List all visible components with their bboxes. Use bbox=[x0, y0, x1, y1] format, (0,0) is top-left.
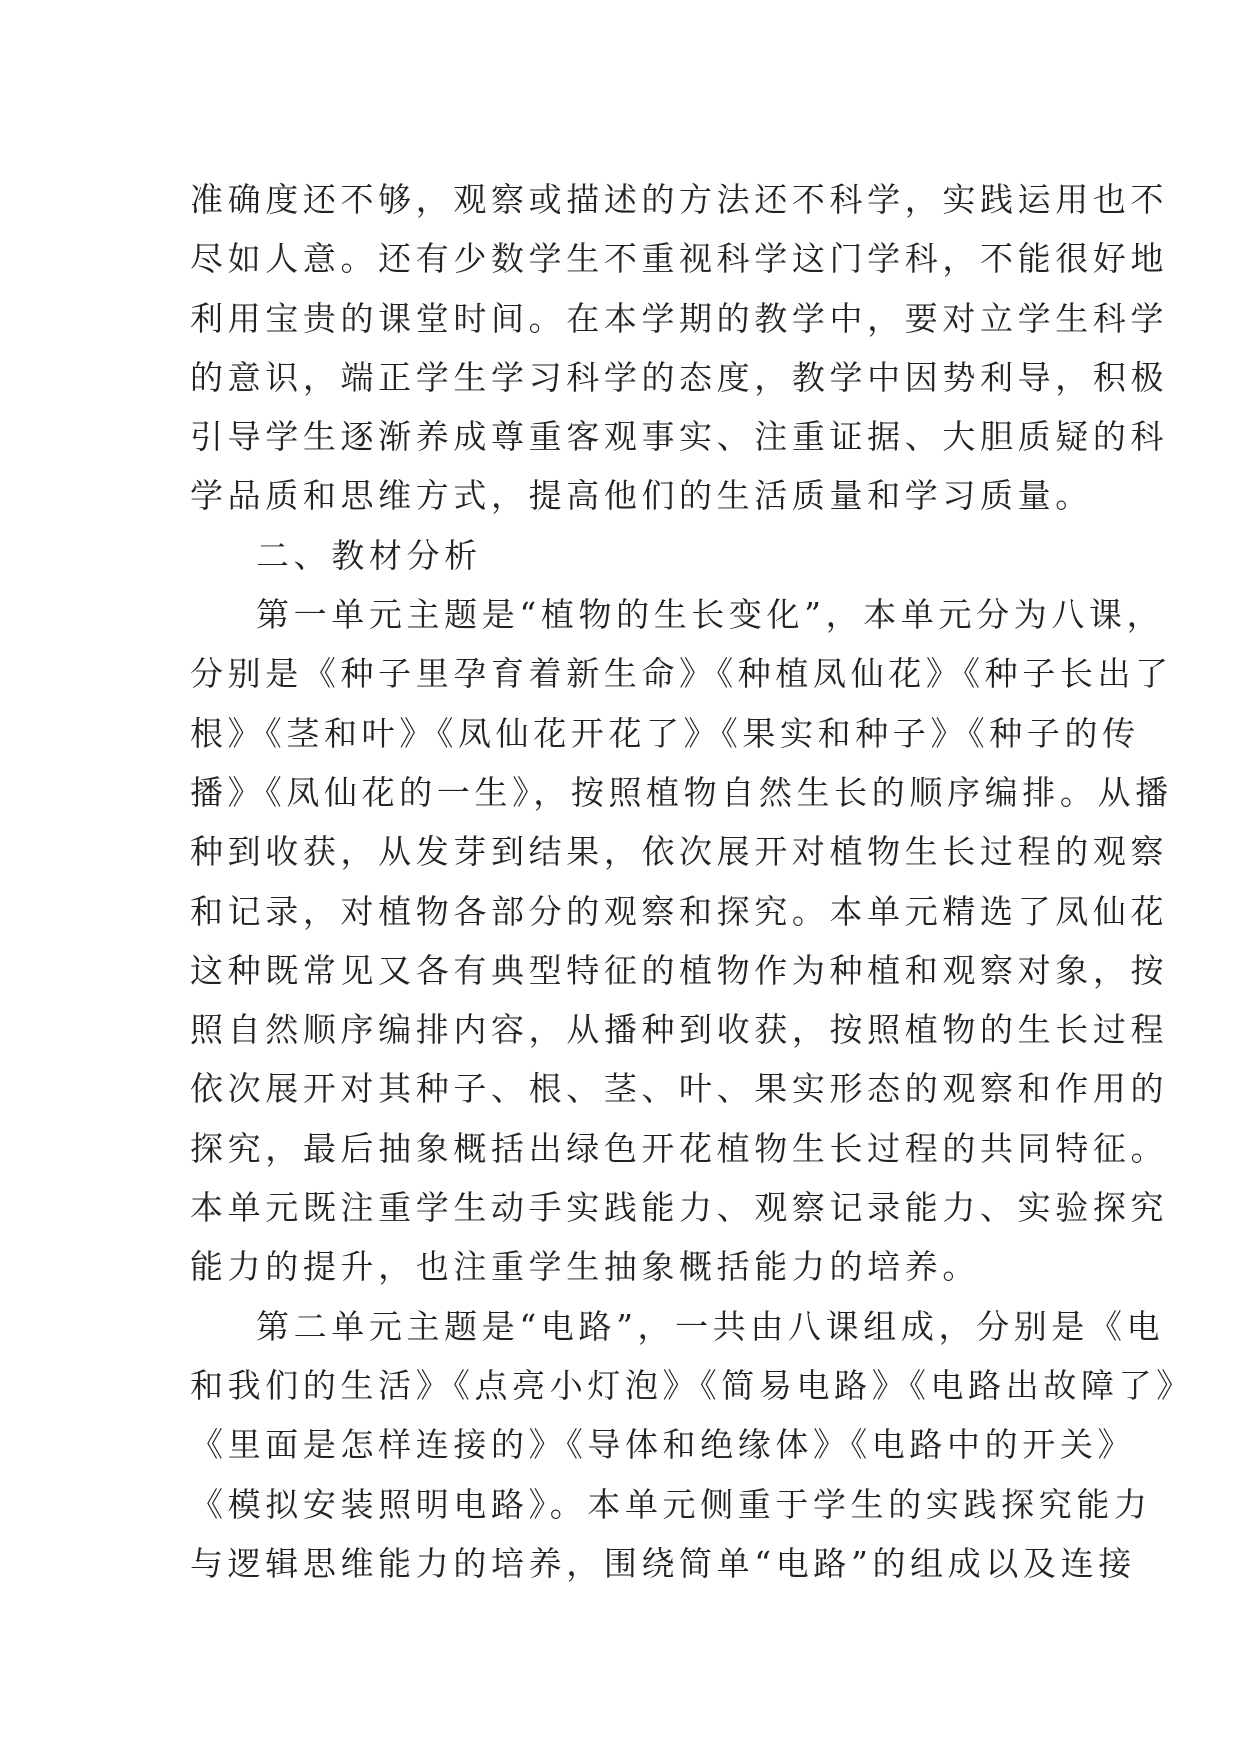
text-line: 能力的提升，也注重学生抽象概括能力的培养。 bbox=[190, 1247, 981, 1287]
text-line: 播》《凤仙花的一生》，按照植物自然生长的顺序编排。从播 bbox=[190, 772, 1173, 812]
text-line: 准确度还不够，观察或描述的方法还不科学，实践运用也不 bbox=[190, 180, 1169, 219]
text-line: 种到收获，从发芽到结果，依次展开对植物生长过程的观察 bbox=[190, 832, 1169, 872]
text-line: 这种既常见又各有典型特征的植物作为种植和观察对象，按 bbox=[190, 950, 1169, 990]
text-line: 探究，最后抽象概括出绿色开花植物生长过程的共同特征。 bbox=[190, 1128, 1169, 1168]
text-line: 的意识，端正学生学习科学的态度，教学中因势利导，积极 bbox=[190, 357, 1169, 397]
text-line: 《模拟安装照明电路》。本单元侧重于学生的实践探究能力 bbox=[190, 1484, 1152, 1524]
text-line: 依次展开对其种子、根、茎、叶、果实形态的观察和作用的 bbox=[190, 1069, 1169, 1109]
text-line: 分别是《种子里孕育着新生命》《种植凤仙花》《种子长出了 bbox=[190, 654, 1173, 694]
text-line: 和我们的生活》《点亮小灯泡》《简易电路》《电路出故障了》 bbox=[190, 1365, 1194, 1405]
paragraph-first-line: 第二单元主题是“电路”，一共由八课组成，分别是《电 bbox=[256, 1306, 1165, 1346]
text-line: 尽如人意。还有少数学生不重视科学这门学科，不能很好地 bbox=[190, 239, 1169, 279]
body-text bbox=[190, 170, 1194, 1593]
text-line: 照自然顺序编排内容，从播种到收获，按照植物的生长过程 bbox=[190, 1010, 1169, 1050]
text-line: 本单元既注重学生动手实践能力、观察记录能力、实验探究 bbox=[190, 1188, 1169, 1228]
text-line: 利用宝贵的课堂时间。在本学期的教学中，要对立学生科学 bbox=[190, 298, 1169, 338]
text-line: 《里面是怎样连接的》《导体和绝缘体》《电路中的开关》 bbox=[190, 1425, 1136, 1465]
text-line: 和记录，对植物各部分的观察和探究。本单元精选了凤仙花 bbox=[190, 891, 1169, 931]
text-line: 学品质和思维方式，提高他们的生活质量和学习质量。 bbox=[190, 476, 1093, 516]
text-line: 引导学生逐渐养成尊重客观事实、注重证据、大胆质疑的科 bbox=[190, 417, 1169, 457]
paragraph-first-line: 第一单元主题是“植物的生长变化”，本单元分为八课， bbox=[256, 595, 1165, 635]
text-line: 根》《茎和叶》《凤仙花开花了》《果实和种子》《种子的传 bbox=[190, 713, 1140, 753]
section-heading: 二、教材分析 bbox=[256, 535, 482, 575]
text-line: 与逻辑思维能力的培养，围绕简单“电路”的组成以及连接 bbox=[190, 1543, 1136, 1583]
